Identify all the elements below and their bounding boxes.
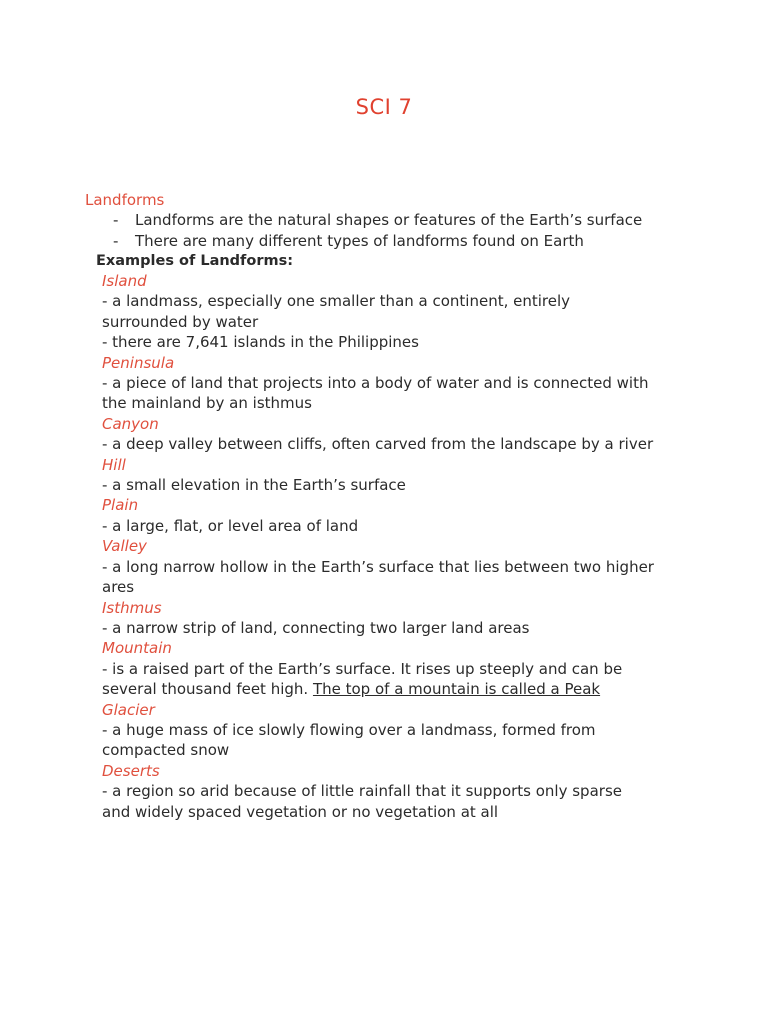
term-definition-line: - a region so arid because of little rainfall that it supports only sparse (102, 782, 622, 801)
term-definition-line: - there are 7,641 islands in the Philippines (102, 333, 419, 352)
term-name: Deserts (102, 761, 160, 780)
term-block-isthmus (102, 598, 702, 639)
term-name: Valley (102, 537, 147, 556)
term-definition-line: - a narrow strip of land, connecting two larger land areas (102, 618, 530, 637)
term-name: Glacier (102, 700, 155, 719)
landforms-bullet-list (113, 210, 642, 251)
peak-underlined-text: The top of a mountain is called a Peak (312, 680, 601, 699)
term-block-glacier (102, 700, 702, 761)
term-definition-line (102, 679, 702, 699)
term-definition-line: ares (102, 578, 135, 597)
term-definition-line: - a long narrow hollow in the Earth’s surface that lies between two higher (102, 557, 654, 576)
term-name: Canyon (102, 414, 159, 433)
bullet-item (113, 231, 642, 252)
term-definition-line: - a deep valley between cliffs, often carved from the landscape by a river (102, 435, 654, 454)
term-definition-line: - a large, flat, or level area of land (102, 516, 359, 535)
term-definition-line: and widely spaced vegetation or no vegetation at all (102, 802, 499, 821)
term-definition-line: the mainland by an isthmus (102, 394, 312, 413)
section-heading-landforms: Landforms (85, 191, 165, 209)
term-block-peninsula (102, 353, 702, 414)
term-block-mountain (102, 638, 702, 699)
term-name: Island (102, 272, 147, 290)
bullet-marker: - (113, 211, 119, 229)
term-block-plain (102, 495, 702, 536)
examples-subheading: Examples of Landforms: (96, 253, 294, 269)
term-definition-text: several thousand feet high. (102, 680, 313, 699)
term-block-valley (102, 536, 702, 597)
term-definition-line: - a piece of land that projects into a body of water and is connected with (102, 374, 649, 393)
term-definition-line: - a small elevation in the Earth’s surface (102, 476, 406, 495)
term-definition-line: - is a raised part of the Earth’s surface. It rises up steeply and can be (102, 659, 623, 678)
term-block-hill (102, 455, 702, 496)
term-block-canyon (102, 414, 702, 455)
document-title: SCI 7 (355, 95, 413, 119)
term-name: Peninsula (102, 353, 175, 372)
term-name: Mountain (102, 639, 172, 658)
bullet-text: There are many different types of landforms found on Earth (135, 231, 584, 250)
bullet-item (113, 210, 642, 231)
bullet-text: Landforms are the natural shapes or features of the Earth’s surface (135, 211, 643, 229)
term-name: Hill (102, 455, 126, 474)
term-definition-line: compacted snow (102, 741, 230, 760)
term-definition-line: - a huge mass of ice slowly flowing over a landmass, formed from (102, 720, 596, 739)
term-definition-line: - a landmass, especially one smaller than a continent, entirely (102, 292, 571, 311)
term-name: Plain (102, 496, 139, 515)
term-name: Isthmus (102, 598, 162, 617)
term-definition-line: surrounded by water (102, 312, 259, 331)
term-block-deserts (102, 761, 702, 822)
bullet-marker: - (113, 231, 119, 250)
term-block-island (102, 271, 702, 353)
landform-terms-list (102, 271, 702, 822)
